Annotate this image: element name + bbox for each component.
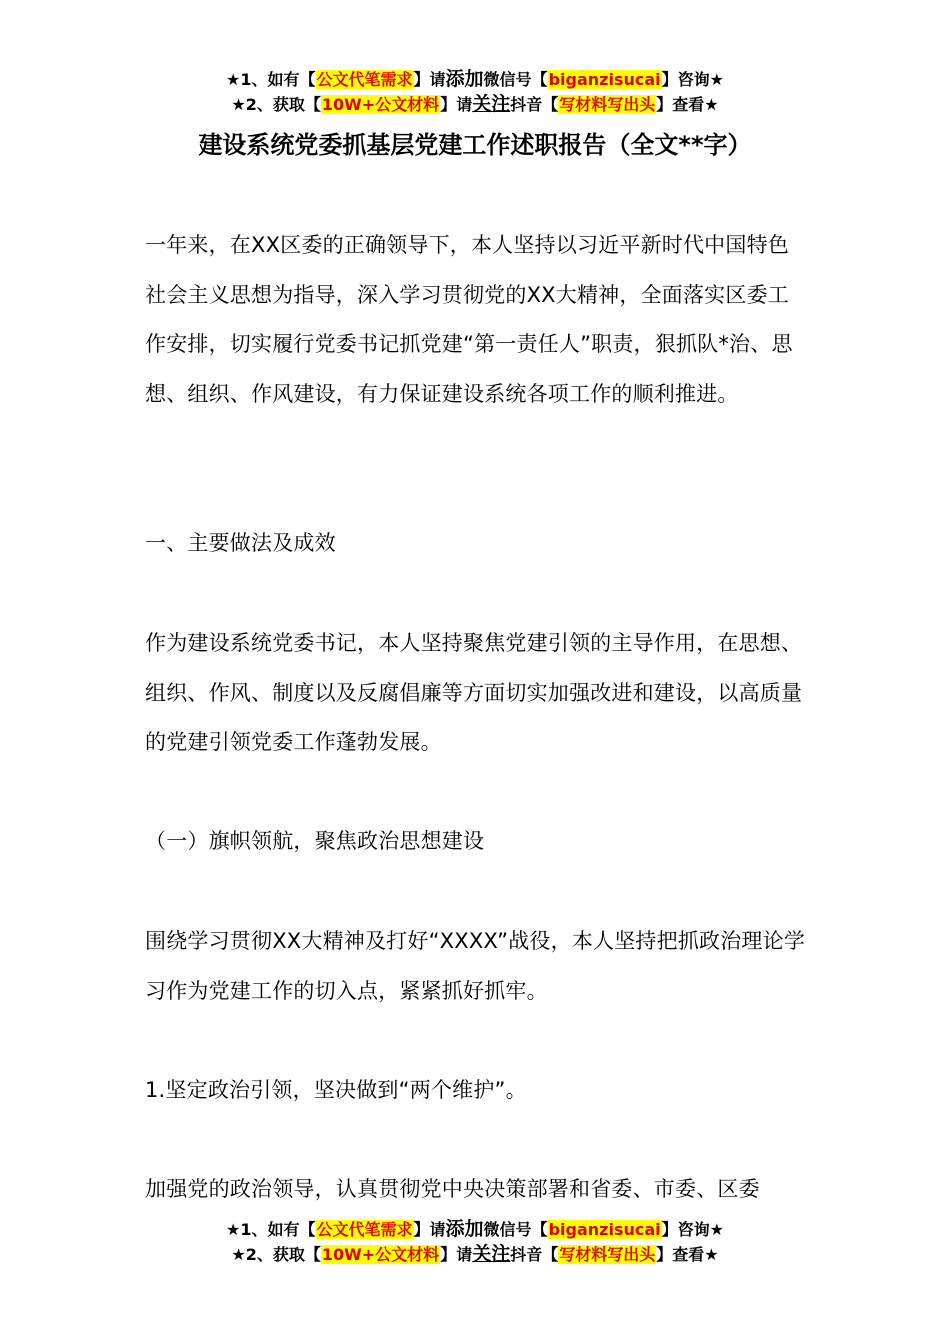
- banner-text: 微信号【: [483, 70, 548, 89]
- banner-emphasis: 添加: [445, 68, 484, 90]
- banner-line-2: [0, 92, 950, 117]
- heading-item-1: [145, 1066, 807, 1116]
- banner-highlight: 公文代笔需求: [316, 1220, 413, 1239]
- heading-text: 1.坚定政治引领，坚决做到“两个维护”。: [145, 1078, 527, 1102]
- heading-subsection-1: [145, 817, 807, 867]
- banner-line-1: [0, 67, 950, 92]
- banner-text: 】查看★: [656, 1245, 719, 1264]
- header-banner: [0, 67, 950, 117]
- banner-text: 微信号【: [483, 1220, 548, 1239]
- banner-highlight: biganzisucai: [548, 1220, 661, 1239]
- heading-text: 一、主要做法及成效: [145, 531, 336, 555]
- paragraph-section-1: [145, 619, 807, 768]
- heading-section-1: [145, 519, 807, 569]
- banner-emphasis: 关注: [472, 1243, 511, 1265]
- banner-emphasis: 添加: [445, 1218, 484, 1240]
- banner-text: 抖音【: [510, 1245, 559, 1264]
- paragraph-intro: [145, 221, 807, 419]
- banner-text: ★2、获取【: [231, 95, 321, 114]
- paragraph-text: 一年来，在XX区委的正确领导下，本人坚持以习近平新时代中国特色社会主义思想为指导，深入学习贯彻党的XX大精神，全面落实区委工作安排，切实履行党委书记抓党建“第一责任人”职责，狠抓队*治、思想、组织、作风建设，有力保证建设系统各项工作的顺利推进。: [145, 233, 793, 406]
- banner-highlight: 写材料写出头: [559, 1245, 656, 1264]
- banner-text: 】请: [413, 1220, 446, 1239]
- banner-text: ★1、如有【: [226, 70, 316, 89]
- banner-highlight: 10W+公文材料: [321, 1245, 440, 1264]
- banner-text: 抖音【: [510, 95, 559, 114]
- banner-emphasis: 关注: [472, 93, 511, 115]
- banner-text: 】请: [413, 70, 446, 89]
- banner-text: 】请: [440, 95, 473, 114]
- footer-banner: [0, 1217, 950, 1267]
- banner-text: ★1、如有【: [226, 1220, 316, 1239]
- paragraph-text: 围绕学习贯彻XX大精神及打好“XXXX”战役，本人坚持把抓政治理论学习作为党建工作的切入点，紧紧抓好抓牢。: [145, 929, 806, 1003]
- banner-text: 】查看★: [656, 95, 719, 114]
- banner-highlight: 公文代笔需求: [316, 70, 413, 89]
- banner-text: 】咨询★: [661, 70, 724, 89]
- banner-text: 】请: [440, 1245, 473, 1264]
- paragraph-item-1: [145, 1165, 807, 1215]
- banner-line-2: [0, 1242, 950, 1267]
- banner-text: 】咨询★: [661, 1220, 724, 1239]
- banner-highlight: 10W+公文材料: [321, 95, 440, 114]
- heading-text: （一）旗帜领航，聚焦政治思想建设: [145, 829, 485, 853]
- paragraph-text: 加强党的政治领导，认真贯彻党中央决策部署和省委、市委、区委: [145, 1177, 760, 1201]
- banner-text: ★2、获取【: [231, 1245, 321, 1264]
- banner-line-1: [0, 1217, 950, 1242]
- banner-highlight: 写材料写出头: [559, 95, 656, 114]
- document-title: 建设系统党委抓基层党建工作述职报告（全文**字）: [198, 131, 752, 159]
- banner-highlight: biganzisucai: [548, 70, 661, 89]
- paragraph-subsection-1: [145, 917, 807, 1016]
- paragraph-text: 作为建设系统党委书记，本人坚持聚焦党建引领的主导作用，在思想、组织、作风、制度以及反腐倡廉等方面切实加强改进和建设，以高质量的党建引领党委工作蓬勃发展。: [145, 631, 803, 754]
